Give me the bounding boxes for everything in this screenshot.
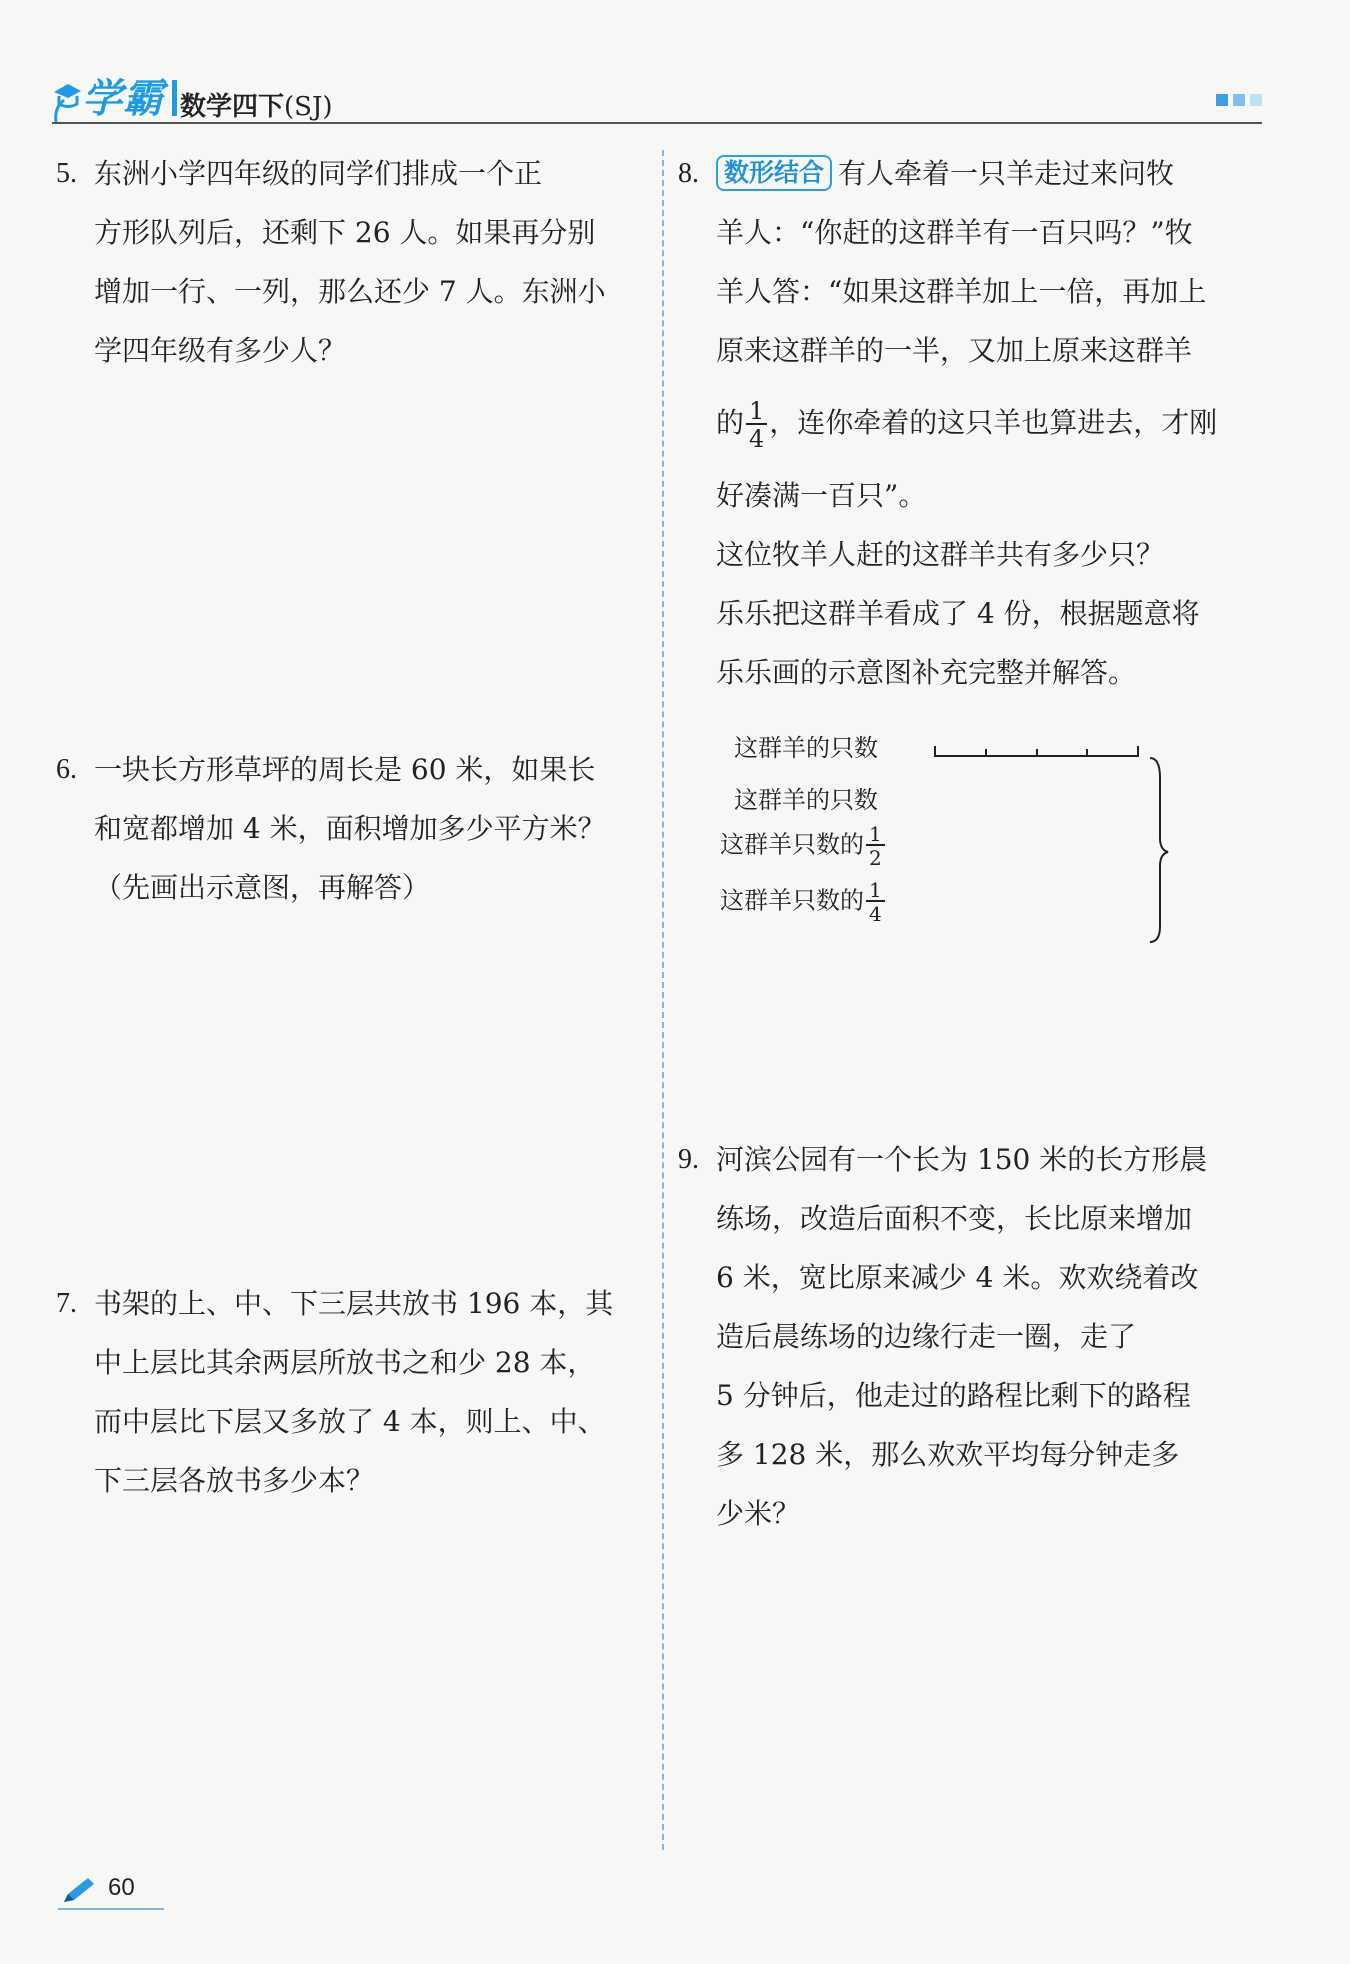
square-dark bbox=[1216, 94, 1228, 106]
fraction-numerator: 1 bbox=[869, 822, 882, 846]
fraction-denominator: 4 bbox=[866, 900, 885, 924]
text-line bbox=[716, 380, 1278, 466]
question-5 bbox=[56, 144, 656, 380]
question-7 bbox=[56, 1274, 656, 1510]
brand-logo bbox=[52, 70, 187, 124]
question-8 bbox=[678, 144, 1278, 702]
text-line bbox=[716, 144, 1278, 203]
text-line: 下三层各放书多少本？ bbox=[94, 1464, 375, 1497]
line-segment-diagram bbox=[720, 728, 1190, 948]
fraction-denominator: 4 bbox=[746, 423, 767, 451]
question-text bbox=[716, 144, 1278, 702]
text-line: 乐乐把这群羊看成了 4 份，根据题意将 bbox=[716, 597, 1200, 630]
header-rule bbox=[52, 122, 1262, 124]
text-line: 羊人：“你赶的这群羊有一百只吗？”牧 bbox=[716, 216, 1193, 249]
diagram-label: 这群羊的只数 bbox=[734, 734, 878, 762]
segment-line bbox=[935, 746, 1138, 757]
footer-rule bbox=[58, 1908, 164, 1910]
question-number: 7. bbox=[56, 1288, 77, 1319]
fraction-numerator: 1 bbox=[869, 878, 882, 902]
page-footer bbox=[58, 1872, 168, 1912]
edition-label: (SJ) bbox=[284, 92, 333, 122]
logo-divider-bar bbox=[172, 80, 177, 116]
text-line: 书架的上、中、下三层共放书 196 本，其 bbox=[94, 1287, 614, 1320]
question-text bbox=[716, 1130, 1278, 1543]
logo-text: 学霸 bbox=[82, 76, 164, 122]
page-header bbox=[52, 62, 1262, 128]
text-line: 多 128 米，那么欢欢平均每分钟走多 bbox=[716, 1438, 1180, 1471]
question-number: 9. bbox=[678, 1144, 699, 1175]
question-9 bbox=[678, 1130, 1278, 1543]
text-line: 方形队列后，还剩下 26 人。如果再分别 bbox=[94, 216, 596, 249]
text-line: 造后晨练场的边缘行走一圈，走了 bbox=[716, 1320, 1137, 1353]
text-line: 增加一行、一列，那么还少 7 人。东洲小 bbox=[94, 275, 606, 308]
text-line: 乐乐画的示意图补充完整并解答。 bbox=[716, 656, 1137, 689]
text-line: 学四年级有多少人？ bbox=[94, 334, 347, 367]
column-divider bbox=[662, 150, 664, 1850]
text-line: 少米？ bbox=[716, 1497, 801, 1530]
text-line: 而中层比下层又多放了 4 本，则上、中、 bbox=[94, 1405, 606, 1438]
question-number: 6. bbox=[56, 754, 77, 785]
diagram-label: 这群羊的只数 bbox=[734, 786, 878, 814]
text-line: 一块长方形草坪的周长是 60 米，如果长 bbox=[94, 753, 596, 786]
text-line: 羊人答：“如果这群羊加上一倍，再加上 bbox=[716, 275, 1207, 308]
text-span: 这群羊只数的 bbox=[720, 830, 864, 859]
pencil-icon bbox=[60, 1876, 100, 1906]
graduation-cap-icon bbox=[52, 78, 82, 124]
question-text bbox=[94, 1274, 656, 1510]
text-line: 这位牧羊人赶的这群羊共有多少只？ bbox=[716, 538, 1165, 571]
question-text bbox=[94, 740, 656, 917]
subject-name: 数学四下 bbox=[180, 92, 285, 122]
diagram-lines bbox=[720, 728, 1190, 948]
subject-title bbox=[180, 86, 333, 123]
page-number: 60 bbox=[108, 1874, 135, 1901]
question-number: 8. bbox=[678, 158, 699, 189]
text-span: ，连你牵着的这只羊也算进去，才刚 bbox=[769, 406, 1218, 439]
fraction bbox=[746, 396, 767, 453]
question-text bbox=[94, 144, 656, 380]
text-line: 好凑满一百只”。 bbox=[716, 479, 927, 512]
category-tag: 数形结合 bbox=[716, 155, 832, 191]
fraction-numerator: 1 bbox=[749, 396, 765, 425]
square-mid bbox=[1233, 94, 1245, 106]
text-line: 5 分钟后，他走过的路程比剩下的路程 bbox=[716, 1379, 1191, 1412]
square-light bbox=[1250, 94, 1262, 106]
text-line: 和宽都增加 4 米，面积增加多少平方米？ bbox=[94, 812, 606, 845]
text-line: （先画出示意图，再解答） bbox=[94, 871, 431, 904]
text-line: 6 米，宽比原来减少 4 米。欢欢绕着改 bbox=[716, 1261, 1199, 1294]
right-brace bbox=[1150, 758, 1168, 942]
text-line: 东洲小学四年级的同学们排成一个正 bbox=[94, 157, 543, 190]
question-6 bbox=[56, 740, 656, 917]
text-line: 练场，改造后面积不变，长比原来增加 bbox=[716, 1202, 1193, 1235]
text-line: 河滨公园有一个长为 150 米的长方形晨 bbox=[716, 1143, 1208, 1176]
text-line: 中上层比其余两层所放书之和少 28 本， bbox=[94, 1346, 596, 1379]
text-line: 原来这群羊的一半，又加上原来这群羊 bbox=[716, 334, 1193, 367]
text-span: 这群羊只数的 bbox=[720, 886, 864, 915]
text-span: 有人牵着一只羊走过来问牧 bbox=[838, 157, 1175, 190]
text-span: 的 bbox=[716, 406, 745, 439]
header-decoration-squares bbox=[1216, 94, 1262, 106]
question-number: 5. bbox=[56, 158, 77, 189]
fraction-denominator: 2 bbox=[866, 844, 885, 868]
